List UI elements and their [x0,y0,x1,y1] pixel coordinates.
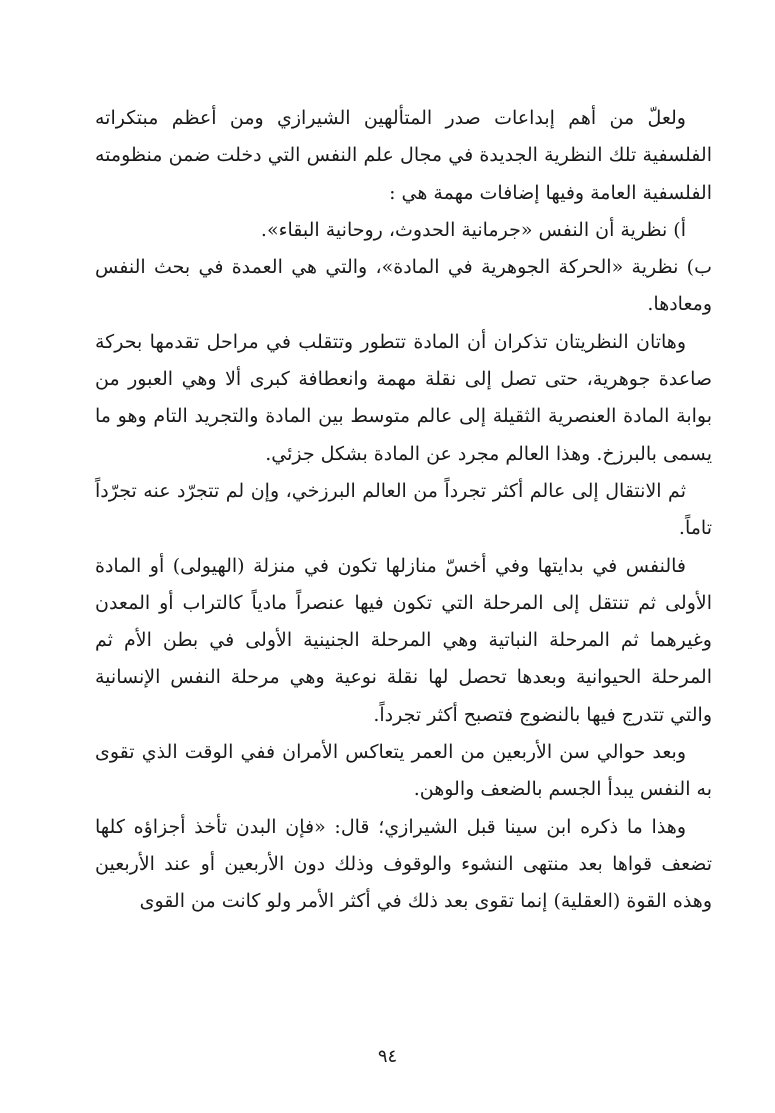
page-number: ٩٤ [377,1046,398,1067]
paragraph: ثم الانتقال إلى عالم أكثر تجرداً من العالم البرزخي، وإن لم تتجرّد عنه تجرّداً تاماً. [95,479,712,540]
paragraph: ولعلّ من أهم إبداعات صدر المتألهين الشيرازي ومن أعظم مبتكراته الفلسفية تلك النظرية الجديدة في مجال علم النفس التي دخلت ضمن منظومته الفلسفية العامة وفيها إضافات مهمة هي : [95,107,712,204]
paragraph: وهذا ما ذكره ابن سينا قبل الشيرازي؛ قال: «فإن البدن تأخذ أجزاؤه كلها تضعف قواها بعد منتهى النشوء والوقوف وذلك دون الأربعين أو عند الأربعين وهذه القوة (العقلية) إنما تقوى بعد ذلك في أكثر الأمر ولو كانت من القوى [95,815,712,913]
body-text [95,100,712,921]
paragraph: فالنفس في بدايتها وفي أخسّ منازلها تكون في منزلة (الهيولى) أو المادة الأولى ثم تنتقل إلى المرحلة التي تكون فيها عنصراً مادياً كالتراب أو المعدن وغيرهما ثم المرحلة النباتية وهي المرحلة الجنينية الأولى في بطن الأم ثم المرحلة الحيوانية وبعدها تحصل لها نقلة نوعية وهي مرحلة النفس الإنسانية والتي تتدرج فيها بالنضوج فتصبح أكثر تجرداً. [95,554,712,726]
paragraph: وبعد حوالي سن الأربعين من العمر يتعاكس الأمران ففي الوقت الذي تقوى به النفس يبدأ الجسم بالضعف والوهن. [95,741,712,801]
paragraph: ب) نظرية «الحركة الجوهرية في المادة»، والتي هي العمدة في بحث النفس ومعادها. [95,256,712,316]
paragraph: وهاتان النظريتان تذكران أن المادة تتطور وتتقلب في مراحل تقدمها بحركة صاعدة جوهرية، حتى تصل إلى نقلة مهمة وانعطافة كبرى ألا وهي العبور من بوابة المادة العنصرية الثقيلة إلى عالم متوسط بين المادة والتجريد التام وهو ما يسمى بالبرزخ. وهذا العالم مجرد عن المادة بشكل جزئي. [95,330,712,465]
paragraph: أ) نظرية أن النفس «جرمانية الحدوث، روحانية البقاء». [260,218,686,241]
